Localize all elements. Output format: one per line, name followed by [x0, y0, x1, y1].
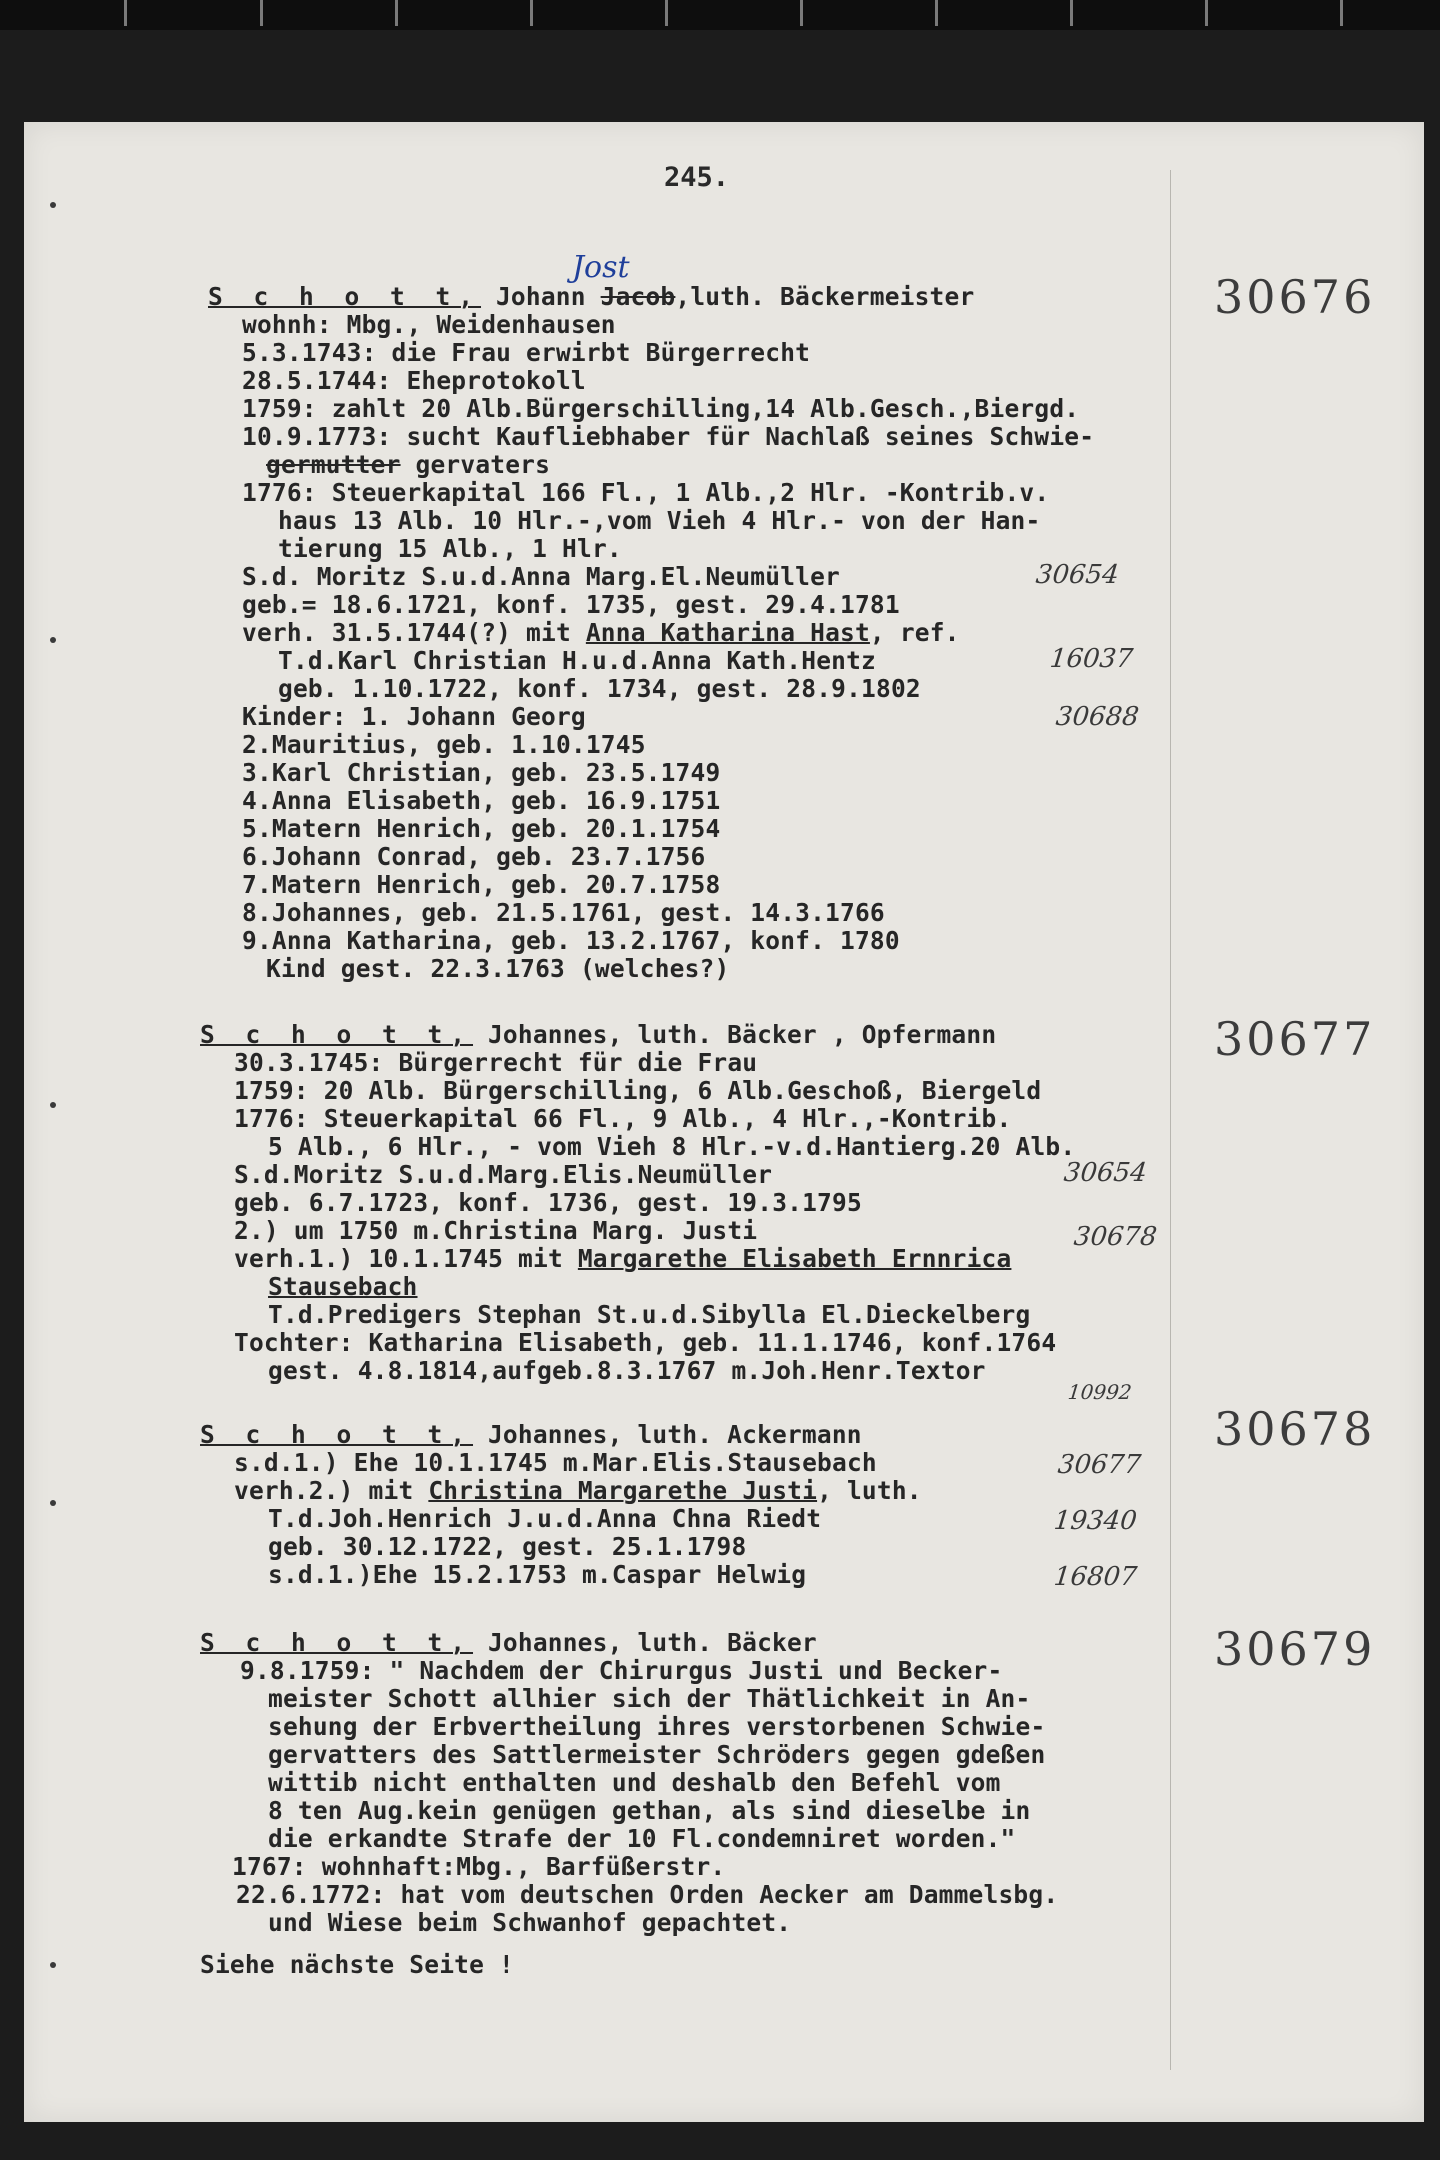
reference-number: 30654 — [1034, 560, 1121, 590]
text-line: T.d.Predigers Stephan St.u.d.Sibylla El.Dieckelberg — [268, 1300, 1031, 1329]
entry-heading: S c h o t t, Johannes, luth. Bäcker — [200, 1628, 817, 1657]
punch-hole — [50, 1102, 56, 1108]
reference-number: 30654 — [1062, 1158, 1149, 1188]
text-line: haus 13 Alb. 10 Hlr.-,vom Vieh 4 Hlr.- von der Han- — [278, 506, 1041, 535]
text-line: T.d.Joh.Henrich J.u.d.Anna Chna Riedt — [268, 1504, 822, 1533]
text-line: 4.Anna Elisabeth, geb. 16.9.1751 — [242, 786, 721, 815]
reference-number: 16037 — [1048, 644, 1135, 674]
reference-number: 30677 — [1056, 1450, 1143, 1480]
text-line: 2.) um 1750 m.Christina Marg. Justi — [234, 1216, 758, 1245]
entry-id: 30679 — [1214, 1622, 1376, 1676]
text-line: 1759: 20 Alb. Bürgerschilling, 6 Alb.Geschoß, Biergeld — [234, 1076, 1042, 1105]
text-line: geb. 1.10.1722, konf. 1734, gest. 28.9.1802 — [278, 674, 921, 703]
document-page — [24, 122, 1424, 2122]
entry-id: 30676 — [1214, 270, 1376, 324]
text-line: 9.8.1759: " Nachdem der Chirurgus Justi und Becker- — [240, 1656, 1003, 1685]
reference-number: 16807 — [1052, 1562, 1139, 1592]
text-line: s.d.1.) Ehe 10.1.1745 m.Mar.Elis.Stausebach — [234, 1448, 877, 1477]
punch-hole — [50, 202, 56, 208]
reference-number: 30678 — [1072, 1222, 1159, 1252]
text-line: meister Schott allhier sich der Thätlichkeit in An- — [268, 1684, 1031, 1713]
footer-note: Siehe nächste Seite ! — [200, 1950, 514, 1979]
punch-hole — [50, 637, 56, 643]
surname: S c h o t t, — [200, 1420, 474, 1449]
text-line: 10.9.1773: sucht Kaufliebhaber für Nachlaß seines Schwie- — [242, 422, 1095, 451]
text-line: wohnh: Mbg., Weidenhausen — [242, 310, 616, 339]
text-line: Stausebach — [268, 1272, 418, 1301]
text-line: 5 Alb., 6 Hlr., - vom Vieh 8 Hlr.-v.d.Hantierg.20 Alb. — [268, 1132, 1076, 1161]
text-line: 8 ten Aug.kein genügen gethan, als sind dieselbe in — [268, 1796, 1031, 1825]
text-line: 5.Matern Henrich, geb. 20.1.1754 — [242, 814, 721, 843]
text-line: gest. 4.8.1814,aufgeb.8.3.1767 m.Joh.Henr.Textor — [268, 1356, 986, 1385]
text-line: geb. 30.12.1722, gest. 25.1.1798 — [268, 1532, 747, 1561]
text-line: 28.5.1744: Eheprotokoll — [242, 366, 586, 395]
text-line: 1767: wohnhaft:Mbg., Barfüßerstr. — [232, 1852, 726, 1881]
text-line: T.d.Karl Christian H.u.d.Anna Kath.Hentz — [278, 646, 877, 675]
text-line: 6.Johann Conrad, geb. 23.7.1756 — [242, 842, 706, 871]
text-line: 3.Karl Christian, geb. 23.5.1749 — [242, 758, 721, 787]
reference-number: 19340 — [1052, 1506, 1139, 1536]
text-line: wittib nicht enthalten und deshalb den Befehl vom — [268, 1768, 1001, 1797]
text-line: s.d.1.)Ehe 15.2.1753 m.Caspar Helwig — [268, 1560, 807, 1589]
spouse-name: Margarethe Elisabeth Ernnrica — [577, 1244, 1012, 1273]
punch-hole — [50, 1962, 56, 1968]
text-line: 1776: Steuerkapital 166 Fl., 1 Alb.,2 Hlr. -Kontrib.v. — [242, 478, 1050, 507]
page-number: 245. — [664, 162, 730, 193]
text-line: S.d. Moritz S.u.d.Anna Marg.El.Neumüller — [242, 562, 841, 591]
spouse-name: Anna Katharina Hast — [585, 618, 870, 647]
text-line: die erkandte Strafe der 10 Fl.condemniret worden." — [268, 1824, 1016, 1853]
text-line: 5.3.1743: die Frau erwirbt Bürgerrecht — [242, 338, 811, 367]
spouse-name: Christina Margarethe Justi — [428, 1476, 818, 1505]
text-line: geb. 6.7.1723, konf. 1736, gest. 19.3.1795 — [234, 1188, 862, 1217]
text-line: 22.6.1772: hat vom deutschen Orden Aecker am Dammelsbg. — [236, 1880, 1059, 1909]
text-line: geb.= 18.6.1721, konf. 1735, gest. 29.4.1781 — [242, 590, 900, 619]
entry-heading: S c h o t t, Johannes, luth. Bäcker , Opfermann — [200, 1020, 997, 1049]
surname: S c h o t t, — [200, 1628, 474, 1657]
text-line: 2.Mauritius, geb. 1.10.1745 — [242, 730, 646, 759]
film-strip — [0, 0, 1440, 30]
text-line: sehung der Erbvertheilung ihres verstorbenen Schwie- — [268, 1712, 1046, 1741]
text-line: tierung 15 Alb., 1 Hlr. — [278, 534, 622, 563]
text-line: 7.Matern Henrich, geb. 20.7.1758 — [242, 870, 721, 899]
entry-id: 30677 — [1214, 1012, 1376, 1066]
surname: S c h o t t, — [200, 1020, 474, 1049]
text-line: 30.3.1745: Bürgerrecht für die Frau — [234, 1048, 758, 1077]
text-line: 1759: zahlt 20 Alb.Bürgerschilling,14 Alb.Gesch.,Biergd. — [242, 394, 1080, 423]
text-line: 9.Anna Katharina, geb. 13.2.1767, konf. 1780 — [242, 926, 900, 955]
entry-heading: S c h o t t, Johann Jacob,luth. Bäckermeister — [208, 282, 975, 311]
text-line: verh.2.) mit Christina Margarethe Justi, luth. — [234, 1476, 922, 1505]
reference-number: 10992 — [1066, 1380, 1133, 1404]
struck-name: Jacob — [600, 282, 676, 311]
punch-hole — [50, 1500, 56, 1506]
text-line: S.d.Moritz S.u.d.Marg.Elis.Neumüller — [234, 1160, 773, 1189]
text-line: germutter gervaters — [266, 450, 551, 479]
handwritten-correction: Jost — [572, 250, 630, 285]
surname: S c h o t t, — [208, 282, 482, 311]
text-line: und Wiese beim Schwanhof gepachtet. — [268, 1908, 792, 1937]
text-line: verh.1.) 10.1.1745 mit Margarethe Elisabeth Ernnrica — [234, 1244, 1012, 1273]
text-line: Kinder: 1. Johann Georg — [242, 702, 586, 731]
entry-heading: S c h o t t, Johannes, luth. Ackermann — [200, 1420, 862, 1449]
text-line: Tochter: Katharina Elisabeth, geb. 11.1.1746, konf.1764 — [234, 1328, 1057, 1357]
text-line: 1776: Steuerkapital 66 Fl., 9 Alb., 4 Hlr.,-Kontrib. — [234, 1104, 1012, 1133]
text-line: gervatters des Sattlermeister Schröders gegen gdeßen — [268, 1740, 1046, 1769]
text-line: Kind gest. 22.3.1763 (welches?) — [266, 954, 730, 983]
text-line: 8.Johannes, geb. 21.5.1761, gest. 14.3.1766 — [242, 898, 885, 927]
text-line: verh. 31.5.1744(?) mit Anna Katharina Hast, ref. — [242, 618, 960, 647]
reference-number: 30688 — [1054, 702, 1141, 732]
entry-id: 30678 — [1214, 1402, 1376, 1456]
margin-rule — [1170, 170, 1171, 2070]
